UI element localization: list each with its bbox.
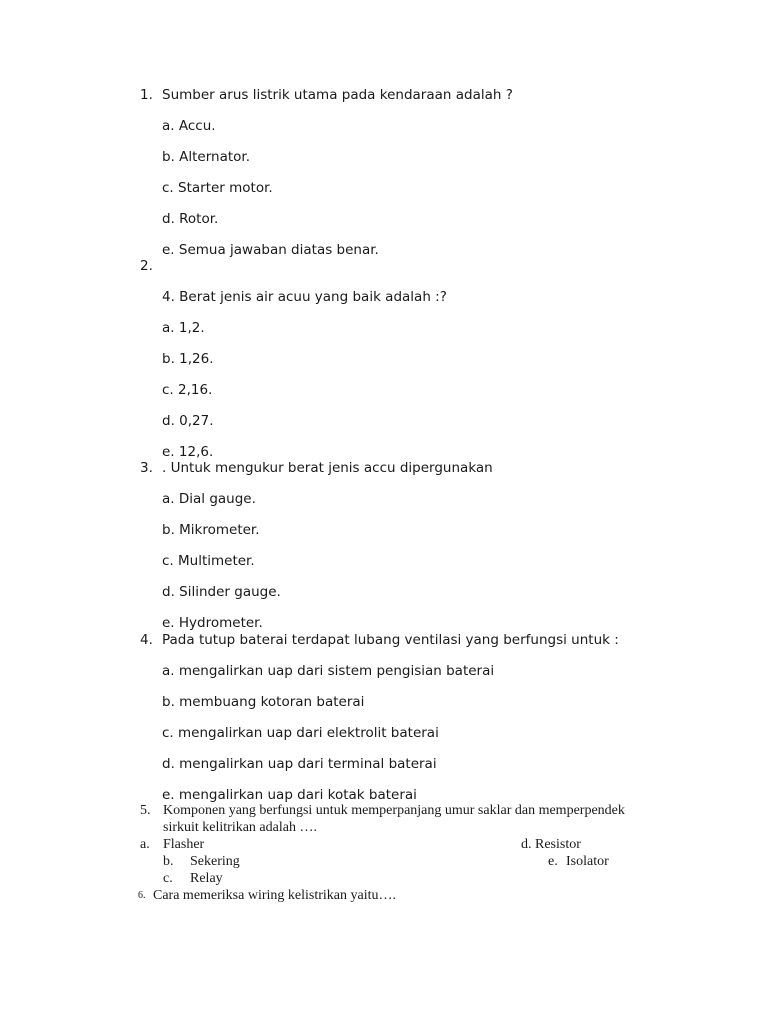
q3-option-b: b. Mikrometer. (162, 522, 260, 538)
question-3-text: . Untuk mengukur berat jenis accu dipergunakan (162, 460, 493, 476)
q5-option-c-letter: c. (163, 871, 173, 886)
q2-option-c: c. 2,16. (162, 382, 213, 398)
q3-option-c: c. Multimeter. (162, 553, 255, 569)
q1-option-c: c. Starter motor. (162, 180, 273, 196)
q2-option-a: a. 1,2. (162, 320, 205, 336)
q5-option-b-letter: b. (163, 854, 174, 869)
q5-option-d: d. Resistor (521, 837, 581, 852)
question-2-number: 2. (140, 258, 153, 274)
q5-option-a: Flasher (163, 837, 205, 852)
q5-option-c: Relay (190, 871, 223, 886)
q4-option-e: e. mengalirkan uap dari kotak baterai (162, 787, 417, 803)
question-5-text-line2: sirkuit kelitrikan adalah …. (163, 820, 317, 835)
q2-option-b: b. 1,26. (162, 351, 214, 367)
q1-option-b: b. Alternator. (162, 149, 251, 165)
q5-option-b: Sekering (190, 854, 240, 869)
question-4-number: 4. (140, 632, 153, 648)
q1-option-e: e. Semua jawaban diatas benar. (162, 242, 379, 258)
q3-option-d: d. Silinder gauge. (162, 584, 281, 600)
q4-option-d: d. mengalirkan uap dari terminal baterai (162, 756, 437, 772)
q4-option-c: c. mengalirkan uap dari elektrolit baterai (162, 725, 439, 741)
q2-option-d: d. 0,27. (162, 413, 214, 429)
question-4-text: Pada tutup baterai terdapat lubang ventilasi yang berfungsi untuk : (162, 632, 619, 648)
question-2-text: 4. Berat jenis air acuu yang baik adalah :? (162, 289, 447, 305)
question-6-text: Cara memeriksa wiring kelistrikan yaitu…. (153, 888, 396, 903)
q3-option-a: a. Dial gauge. (162, 491, 256, 507)
q5-option-e-letter: e. (548, 854, 558, 869)
question-3-number: 3. (140, 460, 153, 476)
q1-option-d: d. Rotor. (162, 211, 219, 227)
q4-option-a: a. mengalirkan uap dari sistem pengisian baterai (162, 663, 495, 679)
q3-option-e: e. Hydrometer. (162, 615, 263, 631)
question-1-text: Sumber arus listrik utama pada kendaraan adalah ? (162, 87, 513, 103)
q5-option-e: Isolator (566, 854, 609, 869)
q5-option-a-letter: a. (140, 837, 150, 852)
question-1-number: 1. (140, 87, 153, 103)
q1-option-a: a. Accu. (162, 118, 216, 134)
question-5-text-line1: Komponen yang berfungsi untuk memperpanjang umur saklar dan memperpendek (163, 803, 625, 818)
question-6-number: 6. (138, 890, 146, 901)
q4-option-b: b. membuang kotoran baterai (162, 694, 365, 710)
q2-option-e: e. 12,6. (162, 444, 214, 460)
question-5-number: 5. (140, 803, 151, 818)
